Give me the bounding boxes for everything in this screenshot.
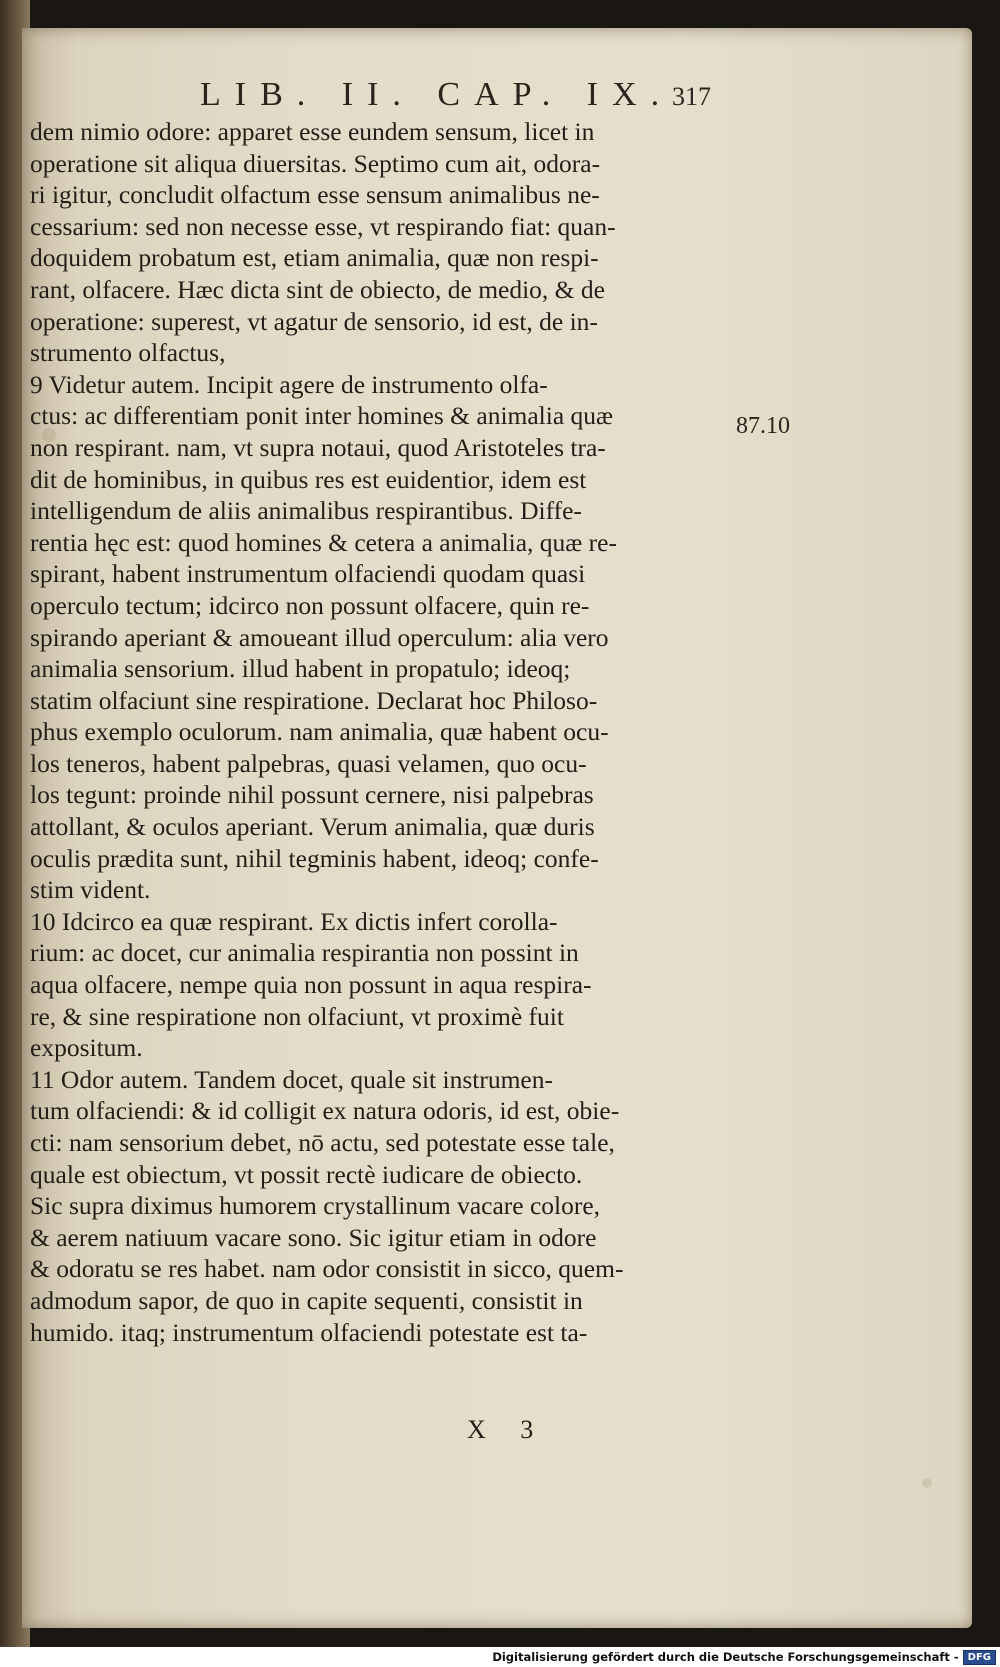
text-line: attollant, & oculos aperiant. Verum animalia, quæ duris (30, 812, 595, 842)
text-line: dem nimio odore: apparet esse eundem sensum, licet in (30, 117, 595, 146)
text-line: strumento olfactus, (30, 338, 226, 368)
text-line: rentia hęc est: quod homines & cetera a animalia, quæ re- (30, 527, 617, 557)
text-line: non respirant. nam, vt supra notaui, quod Aristoteles tra- (30, 432, 606, 462)
text-line: & aerem natiuum vacare sono. Sic igitur etiam in odore (30, 1222, 597, 1252)
text-line: rant, olfacere. Hæc dicta sint de obiecto, de medio, & de (30, 274, 605, 304)
text-line: aqua olfacere, nempe quia non possunt in aqua respira- (30, 970, 592, 1000)
text-line: animalia sensorium. illud habent in propatulo; ideoq; (30, 654, 571, 684)
book-page (22, 28, 972, 1628)
text-line: oculis prædita sunt, nihil tegminis habent, ideoq; confe- (30, 843, 599, 873)
text-line: los teneros, habent palpebras, quasi velamen, quo ocu- (30, 748, 587, 778)
text-line: ri igitur, concludit olfactum esse sensum animalibus ne- (30, 180, 600, 210)
text-line: 11 Odor autem. Tandem docet, quale sit instrumen- (30, 1064, 553, 1094)
page-number: 317 (672, 82, 711, 111)
text-line: Sic supra diximus humorem crystallinum vacare colore, (30, 1191, 601, 1221)
running-title: LIB. II. CAP. IX. (200, 76, 674, 113)
text-line: spirando aperiant & amoueant illud operculum: alia vero (30, 622, 609, 652)
text-line: spirant, habent instrumentum olfaciendi quodam quasi (30, 559, 586, 589)
text-line: cti: nam sensorium debet, nō actu, sed potestate esse tale, (30, 1128, 615, 1157)
text-line: admodum sapor, de quo in capite sequenti, consistit in (30, 1285, 583, 1315)
text-line: re, & sine respiratione non olfaciunt, vt proximè fuit (30, 1001, 564, 1031)
paper-stain (922, 1478, 932, 1488)
text-line: rium: ac docet, cur animalia respirantia non possint in (30, 938, 579, 968)
dfg-logo: DFG (963, 1650, 996, 1665)
text-line: statim olfaciunt sine respiratione. Declarat hoc Philoso- (30, 685, 598, 715)
text-line: expositum. (30, 1033, 143, 1063)
text-line: intelligendum de aliis animalibus respirantibus. Diffe- (30, 496, 582, 526)
text-line: tum olfaciendi: & id colligit ex natura odoris, id est, obie- (30, 1096, 620, 1126)
funding-credit: Digitalisierung gefördert durch die Deutsche Forschungsgemeinschaft - (492, 1650, 959, 1664)
text-line: cessarium: sed non necesse esse, vt respirando fiat: quan- (30, 211, 616, 241)
text-line: humido. itaq; instrumentum olfaciendi potestate est ta- (30, 1317, 588, 1347)
margin-reference: 87.10 (736, 413, 790, 439)
text-line: operatione: superest, vt agatur de sensorio, id est, de in- (30, 306, 598, 336)
body-text (30, 116, 680, 1348)
text-line: phus exemplo oculorum. nam animalia, quæ habent ocu- (30, 717, 609, 747)
digitization-footer (0, 1647, 1000, 1667)
text-line: stim vident. (30, 875, 151, 905)
text-line: & odoratu se res habet. nam odor consistit in sicco, quem- (30, 1254, 624, 1284)
text-line: ctus: ac differentiam ponit inter homines & animalia quæ (30, 401, 614, 431)
text-line: 10 Idcirco ea quæ respirant. Ex dictis infert corolla- (30, 906, 558, 936)
text-line: quale est obiectum, vt possit rectè iudicare de obiecto. (30, 1159, 583, 1189)
text-line: 9 Videtur autem. Incipit agere de instrumento olfa- (30, 369, 548, 399)
text-line: doquidem probatum est, etiam animalia, quæ non respi- (30, 243, 599, 273)
text-line: operatione sit aliqua diuersitas. Septimo cum ait, odora- (30, 148, 601, 178)
text-line: los tegunt: proinde nihil possunt cernere, nisi palpebras (30, 780, 594, 810)
signature-mark: X 3 (467, 1415, 548, 1444)
text-line: operculo tectum; idcirco non possunt olfacere, quin re- (30, 590, 590, 620)
text-line: dit de hominibus, in quibus res est euidentior, idem est (30, 464, 587, 494)
